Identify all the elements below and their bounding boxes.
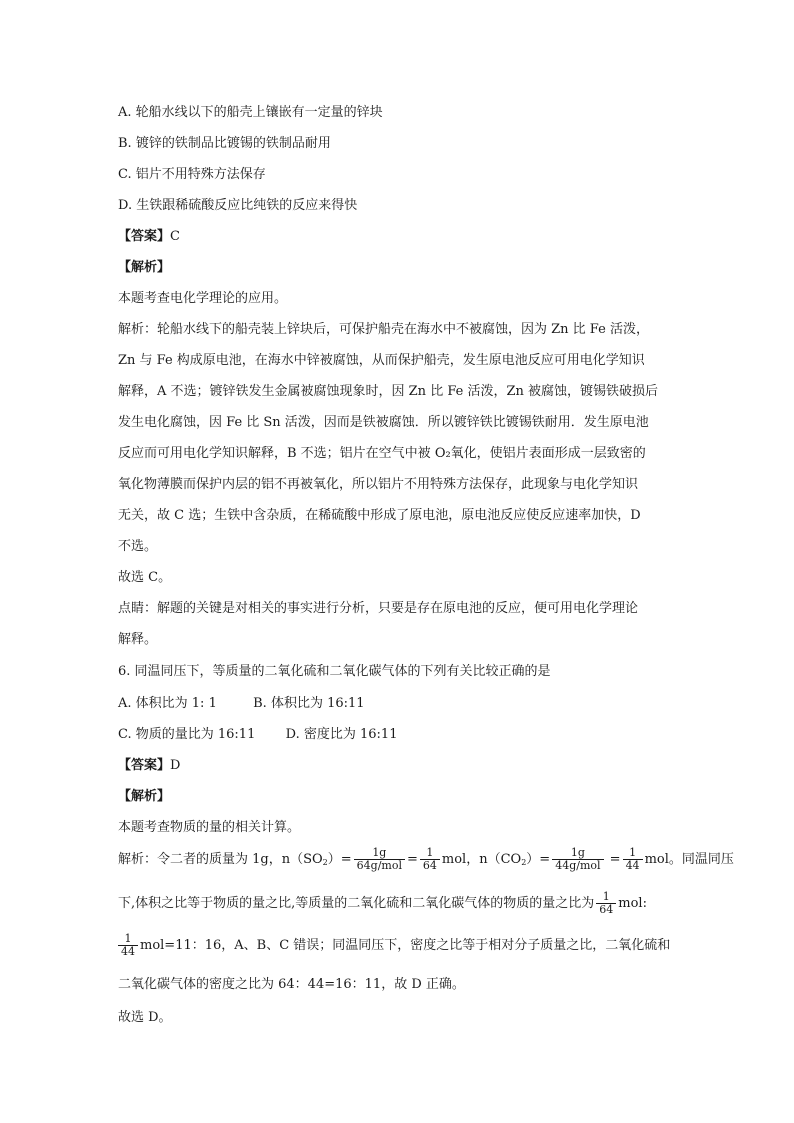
subscript: 2 [322,858,328,867]
calc-text: ）= [327,852,352,867]
fraction-denominator: 44g/mol [552,859,603,872]
fraction [420,847,440,872]
fraction-numerator: 1 [124,932,132,945]
q6-options-row-2 [118,727,397,743]
q6-analysis-intro: 本题考查物质的量的相关计算。 [118,820,301,835]
option-b: B. 镀锌的铁制品比镀锡的铁制品耐用 [118,136,331,151]
calc-text: 下,体积之比等于物质的量之比,等质量的二氧化硫和二氧化碳气体的物质的量之比为 [118,896,595,911]
q6-options-row-1 [118,696,365,712]
fraction-denominator: 64 [596,903,616,916]
fraction [596,891,616,916]
calc-text: 解析：令二者的质量为 1g，n（SO [118,852,323,867]
option-d: D. 生铁跟稀硫酸反应比纯铁的反应来得快 [118,198,358,213]
analysis-line: 氧化物薄膜而保护内层的铝不再被氧化，所以铝片不用特殊方法保存，此现象与电化学知识 [118,477,639,492]
analysis-label: 【解析】 [118,260,171,275]
calc-text: mol=11：16，A、B、C 错误；同温同压下，密度之比等于相对分子质量之比，二氧化硫和 [140,938,671,953]
comment-line: 点睛：解题的关键是对相关的事实进行分析，只要是存在原电池的反应，便可用电化学理论 [118,601,639,616]
answer-value: C [170,229,180,244]
q6-option-a: A. 体积比为 1: 1 [118,696,217,711]
q6-conclusion: 故选 D。 [118,1010,172,1025]
calc-text: mol。同温同压 [644,852,734,867]
fraction-numerator: 1g [372,846,387,859]
fraction-numerator: 1g [570,846,585,859]
q6-calc-line-3 [118,932,670,960]
calc-text: mol，n（CO [441,852,522,867]
answer-line [118,229,180,245]
question-6-stem: 6. 同温同压下，等质量的二氧化硫和二氧化碳气体的下列有关比较正确的是 [118,664,551,679]
fraction-denominator: 44 [623,859,643,872]
fraction-denominator: 44 [118,945,138,958]
q6-calc-line-2 [118,890,647,918]
q6-option-b: B. 体积比为 16:11 [253,696,365,711]
q6-answer-line [118,758,180,774]
calc-text: = [605,852,621,867]
fraction-numerator: 1 [602,890,610,903]
comment-line: 解释。 [118,632,158,647]
q6-option-c: C. 物质的量比为 16:11 [118,727,256,742]
analysis-line: Zn 与 Fe 构成原电池，在海水中锌被腐蚀，从而保护船壳，发生原电池反应可用电化学知识 [118,353,645,368]
fraction [354,847,405,872]
q6-calc-line-1 [118,846,734,877]
answer-label: 【答案】 [118,229,171,244]
option-a: A. 轮船水线以下的船壳上镶嵌有一定量的锌块 [118,105,383,120]
analysis-line: 反应而可用电化学知识解释，B 不选；铝片在空气中被 O₂氧化，使铝片表面形成一层致密的 [118,446,646,461]
conclusion: 故选 C。 [118,570,172,585]
analysis-line: 解析：轮船水线下的船壳装上锌块后，可保护船壳在海水中不被腐蚀，因为 Zn 比 Fe 活泼， [118,322,649,337]
q6-calc-line-4: 二氧化碳气体的密度之比为 64：44=16：11，故 D 正确。 [118,977,465,992]
subscript: 2 [521,858,527,867]
calc-text: = [407,852,418,867]
analysis-line: 解释，A 不选；镀锌铁发生金属被腐蚀现象时，因 Zn 比 Fe 活泼，Zn 被腐蚀，镀锡铁破损后 [118,384,658,399]
analysis-line: 发生电化腐蚀，因 Fe 比 Sn 活泼，因而是铁被腐蚀．所以镀锌铁比镀锡铁耐用．发生原电池 [118,415,649,430]
fraction-numerator: 1 [629,846,637,859]
q6-option-d: D. 密度比为 16:11 [285,727,398,742]
fraction [623,847,643,872]
fraction [118,933,138,958]
fraction-denominator: 64 [420,859,440,872]
q6-analysis-label: 【解析】 [118,789,171,804]
analysis-line: 无关，故 C 选；生铁中含杂质，在稀硫酸中形成了原电池，原电池反应使反应速率加快，D [118,508,641,523]
analysis-line: 不选。 [118,539,158,554]
calc-text: mol: [618,896,647,911]
option-c: C. 铝片不用特殊方法保存 [118,167,266,182]
calc-text: ）= [526,852,551,867]
fraction [552,847,603,872]
q6-answer-value: D [170,758,181,773]
q6-answer-label: 【答案】 [118,758,171,773]
fraction-numerator: 1 [426,846,434,859]
fraction-denominator: 64g/mol [354,859,405,872]
analysis-intro: 本题考查电化学理论的应用。 [118,291,288,306]
